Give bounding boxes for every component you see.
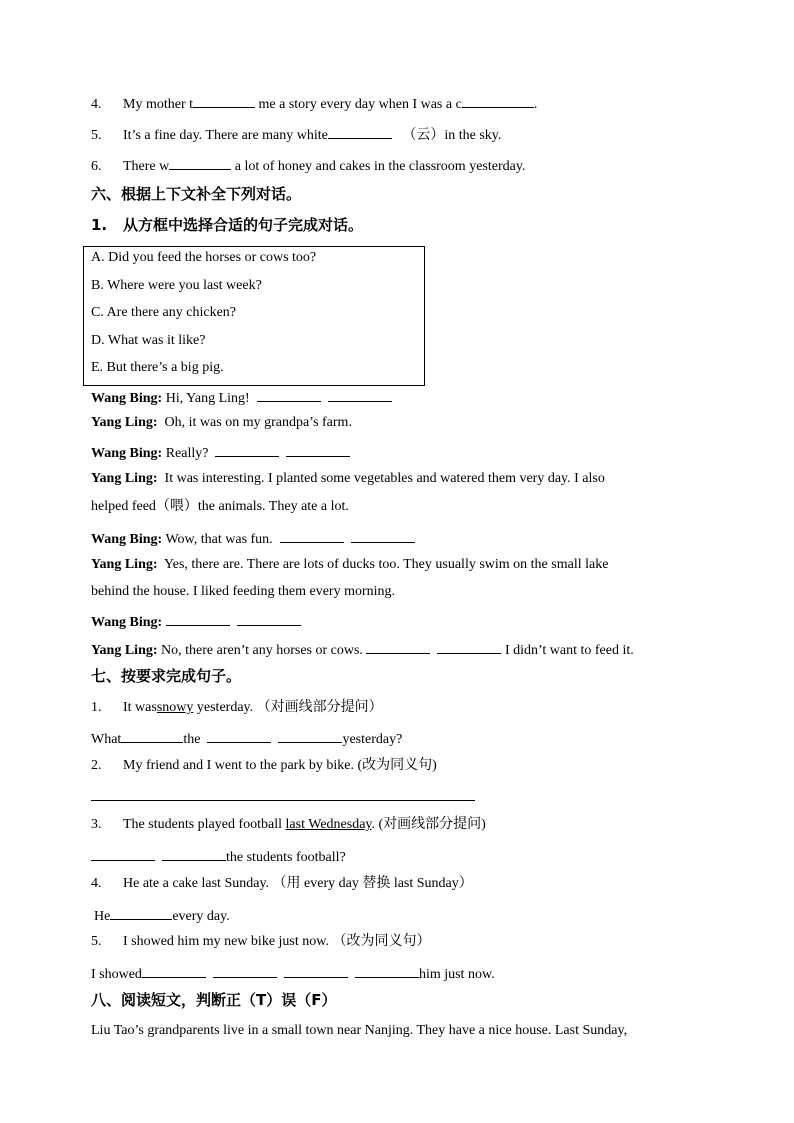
answer-blank[interactable] — [355, 963, 419, 978]
speaker-name: Yang Ling: — [91, 643, 158, 658]
answer-blank[interactable] — [213, 963, 277, 978]
answer-blank[interactable] — [207, 728, 271, 743]
rewrite-question-4 — [91, 875, 473, 893]
section-7-title: 七、按要求完成句子。 — [91, 667, 242, 685]
answer-blank[interactable] — [437, 639, 501, 654]
options-box — [83, 246, 425, 386]
question-number: 1. — [91, 216, 108, 234]
option-b: B. Where were you last week? — [91, 278, 262, 293]
question-number: 3. — [91, 817, 102, 832]
question-text: （云）in the sky. — [402, 128, 502, 143]
answer-blank[interactable] — [328, 124, 392, 139]
answer-blank[interactable] — [110, 905, 172, 920]
speaker-name: Wang Bing: — [91, 615, 163, 630]
rewrite-question-1 — [91, 699, 383, 717]
answer-line-4 — [94, 905, 230, 926]
question-5 — [91, 124, 501, 145]
instruction-text: 从方框中选择合适的句子完成对话。 — [123, 216, 364, 234]
question-text: yesterday. （对画线部分提问） — [196, 700, 383, 715]
answer-blank[interactable] — [257, 387, 321, 402]
answer-blank[interactable] — [462, 93, 534, 108]
question-number: 5. — [91, 934, 102, 949]
option-c: C. Are there any chicken? — [91, 305, 236, 320]
option-e: E. But there’s a big pig. — [91, 360, 224, 375]
dialogue-line-4 — [91, 470, 605, 488]
question-text: My friend and I went to the park by bike. (改为同义句) — [123, 758, 437, 773]
question-number: 2. — [91, 758, 102, 773]
answer-line-1 — [91, 728, 402, 749]
speaker-name: Yang Ling: — [91, 557, 158, 572]
option-d: D. What was it like? — [91, 333, 206, 348]
question-text: I showed him my new bike just now. （改为同义句） — [123, 934, 431, 949]
reading-passage: Liu Tao’s grandparents live in a small town near Nanjing. They have a nice house. Last Sunday, — [91, 1023, 628, 1038]
answer-blank[interactable] — [284, 963, 348, 978]
dialogue-text: I didn’t want to feed it. — [504, 643, 634, 658]
answer-blank[interactable] — [280, 528, 344, 543]
dialogue-text: Yes, there are. There are lots of ducks too. They usually swim on the small lake — [164, 557, 609, 572]
underlined-word: last Wednesday — [285, 817, 372, 832]
question-number: 4. — [91, 876, 102, 891]
answer-blank[interactable] — [328, 387, 392, 402]
dialogue-line-7 — [91, 611, 301, 632]
question-number: 1. — [91, 700, 102, 715]
answer-blank[interactable] — [91, 846, 155, 861]
section-6-title: 六、根据上下文补全下列对话。 — [91, 185, 302, 203]
dialogue-text: Really? — [165, 446, 209, 461]
question-number: 4. — [91, 97, 102, 112]
question-text: It’s a fine day. There are many white — [123, 128, 328, 143]
answer-text: He — [94, 909, 111, 924]
rewrite-question-5 — [91, 933, 430, 951]
dialogue-line-6 — [91, 556, 608, 574]
answer-line-5 — [91, 963, 495, 984]
question-text: me a story every day when I was a c — [258, 97, 462, 112]
dialogue-text: No, there aren’t any horses or cows. — [161, 643, 363, 658]
dialogue-text: Oh, it was on my grandpa’s farm. — [164, 415, 352, 430]
dialogue-text: Wow, that was fun. — [165, 532, 273, 547]
answer-blank[interactable] — [351, 528, 415, 543]
answer-blank[interactable] — [166, 611, 230, 626]
dialogue-line-2 — [91, 414, 352, 432]
answer-line-3 — [91, 846, 346, 867]
question-text: My mother t — [123, 97, 193, 112]
dialogue-line-3 — [91, 442, 350, 463]
answer-text: him just now. — [418, 967, 495, 982]
question-text: a lot of honey and cakes in the classroom yesterday. — [234, 159, 526, 174]
dialogue-text: It was interesting. I planted some vegetables and watered them very day. I also — [164, 471, 605, 486]
speaker-name: Wang Bing: — [91, 446, 163, 461]
question-number: 6. — [91, 159, 102, 174]
rewrite-question-3 — [91, 816, 486, 834]
answer-blank[interactable] — [215, 442, 279, 457]
answer-blank[interactable] — [278, 728, 342, 743]
dialogue-line-8 — [91, 639, 634, 660]
question-6 — [91, 155, 525, 176]
question-text: The students played football — [123, 817, 283, 832]
answer-text: What — [91, 732, 122, 747]
answer-blank[interactable] — [162, 846, 226, 861]
answer-text: yesterday? — [342, 732, 403, 747]
question-text: He ate a cake last Sunday. （用 every day 替换 last Sunday） — [123, 876, 473, 891]
question-text: . — [533, 97, 538, 112]
section-8-title: 八、阅读短文，判断正（T）误（F） — [91, 991, 337, 1009]
answer-text: every day. — [172, 909, 230, 924]
answer-text: the students football? — [226, 850, 346, 865]
dialogue-line-1 — [91, 387, 392, 408]
dialogue-line-5 — [91, 528, 415, 549]
answer-text: the — [183, 732, 201, 747]
answer-blank[interactable] — [237, 611, 301, 626]
question-text: It was — [123, 700, 157, 715]
answer-line-2[interactable] — [91, 800, 475, 801]
question-4 — [91, 93, 537, 114]
speaker-name: Yang Ling: — [91, 415, 158, 430]
option-a: A. Did you feed the horses or cows too? — [91, 250, 317, 265]
speaker-name: Yang Ling: — [91, 471, 158, 486]
rewrite-question-2 — [91, 757, 437, 775]
question-text: There w — [123, 159, 170, 174]
answer-blank[interactable] — [193, 93, 255, 108]
dialogue-line-4-cont: helped feed（喂）the animals. They ate a lot. — [91, 499, 349, 514]
answer-text: I showed — [91, 967, 142, 982]
speaker-name: Wang Bing: — [91, 391, 163, 406]
question-text: . (对画线部分提问) — [371, 817, 486, 832]
section-6-subtitle — [91, 216, 363, 234]
speaker-name: Wang Bing: — [91, 532, 163, 547]
answer-blank[interactable] — [366, 639, 430, 654]
dialogue-text: Hi, Yang Ling! — [165, 391, 250, 406]
question-number: 5. — [91, 128, 102, 143]
underlined-word: snowy — [156, 700, 194, 715]
answer-blank[interactable] — [169, 155, 231, 170]
answer-blank[interactable] — [142, 963, 206, 978]
answer-blank[interactable] — [121, 728, 183, 743]
answer-blank[interactable] — [286, 442, 350, 457]
dialogue-line-6-cont: behind the house. I liked feeding them every morning. — [91, 584, 396, 599]
